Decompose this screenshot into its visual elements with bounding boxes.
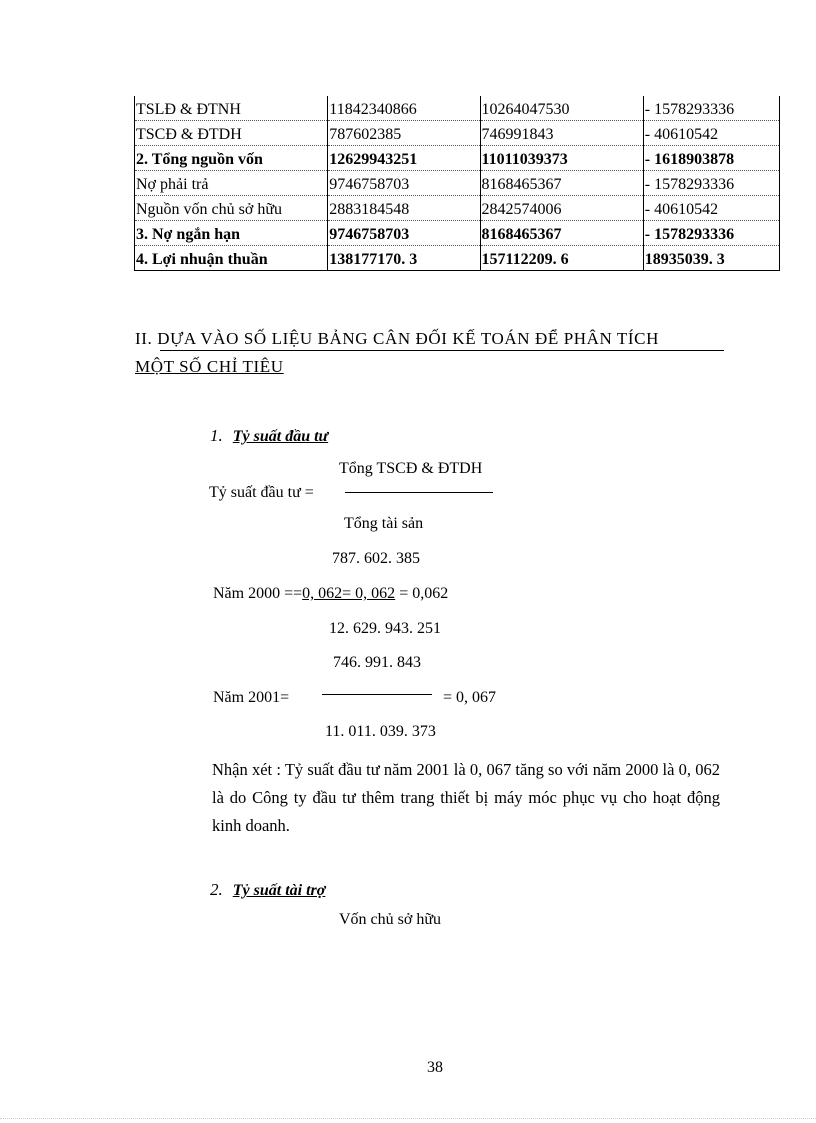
section-title-line-2: MỘT SỐ CHỈ TIÊU [135, 357, 284, 376]
item1-comment: Nhận xét : Tỷ suất đầu tư năm 2001 là 0, 067 tăng so với năm 2000 là 0, 062 là do Công ty đầu tư thêm trang thiết bị máy móc phục vụ cho hoạt động kinh doanh. [212, 760, 720, 835]
value-2000: 9746758703 [328, 171, 480, 196]
y2001-fraction-bar [322, 694, 432, 695]
item1-formula-numerator: Tổng TSCĐ & ĐTDH [339, 460, 483, 477]
row-label: 4. Lợi nhuận thuần [135, 246, 328, 271]
y2001-numerator: 746. 991. 843 [333, 654, 421, 671]
row-label: Nợ phải trả [135, 171, 328, 196]
y2000-numerator: 787. 602. 385 [332, 550, 420, 567]
value-difference: 18935039. 3 [643, 246, 779, 271]
value-2001: 8168465367 [480, 171, 643, 196]
value-difference: - 40610542 [643, 121, 779, 146]
footer-dotted-rule [0, 1118, 816, 1119]
y2001-denominator: 11. 011. 039. 373 [325, 723, 436, 740]
value-difference: - 40610542 [643, 196, 779, 221]
y2000-denominator: 12. 629. 943. 251 [329, 620, 441, 637]
section-title-underline-1 [160, 350, 724, 351]
value-2001: 10264047530 [480, 96, 643, 121]
value-difference: - 1618903878 [643, 146, 779, 171]
table-row [135, 171, 780, 196]
item2-title: Tỷ suất tài trợ [232, 882, 326, 899]
table-row [135, 221, 780, 246]
row-label: Nguồn vốn chủ sở hữu [135, 196, 328, 221]
table-row [135, 146, 780, 171]
item1-number: 1. [210, 426, 223, 445]
item1-formula-lhs: Tỷ suất đầu tư = [209, 484, 314, 501]
item2-number: 2. [210, 880, 223, 899]
table-row [135, 96, 780, 121]
section-title-line-1: II. DỰA VÀO SỐ LIỆU BẢNG CÂN ĐỐI KẾ TOÁN ĐỂ PHÂN TÍCH [135, 329, 659, 348]
value-2000: 787602385 [328, 121, 480, 146]
value-2001: 2842574006 [480, 196, 643, 221]
y2000-equation [213, 585, 448, 603]
y2000-middle: 0, 062= 0, 062 [302, 585, 396, 602]
item1-heading [210, 426, 328, 446]
item2-heading [210, 880, 325, 900]
row-label: TSLĐ & ĐTNH [135, 96, 328, 121]
value-2000: 11842340866 [328, 96, 480, 121]
row-label: 2. Tổng nguồn vốn [135, 146, 328, 171]
item1-formula-denominator: Tổng tài sản [344, 515, 424, 532]
value-2001: 11011039373 [480, 146, 643, 171]
financial-table [134, 96, 780, 271]
page-number: 38 [427, 1059, 443, 1076]
value-difference: - 1578293336 [643, 171, 779, 196]
item2-formula-numerator: Vốn chủ sở hữu [339, 911, 442, 928]
table-row [135, 196, 780, 221]
value-2001: 157112209. 6 [480, 246, 643, 271]
value-2001: 8168465367 [480, 221, 643, 246]
value-2000: 12629943251 [328, 146, 480, 171]
y2000-result: = 0,062 [395, 585, 449, 602]
row-label: TSCĐ & ĐTDH [135, 121, 328, 146]
value-2001: 746991843 [480, 121, 643, 146]
table-row [135, 121, 780, 146]
value-2000: 2883184548 [328, 196, 480, 221]
value-2000: 9746758703 [328, 221, 480, 246]
item1-fraction-bar [345, 492, 493, 493]
item1-title: Tỷ suất đầu tư [232, 428, 329, 445]
value-difference: - 1578293336 [643, 96, 779, 121]
table-row [135, 246, 780, 271]
value-difference: - 1578293336 [643, 221, 779, 246]
y2001-result: = 0, 067 [443, 689, 497, 706]
value-2000: 138177170. 3 [328, 246, 480, 271]
y2001-label: Năm 2001= [213, 689, 290, 706]
row-label: 3. Nợ ngắn hạn [135, 221, 328, 246]
y2000-label: Năm 2000 == [213, 585, 303, 602]
